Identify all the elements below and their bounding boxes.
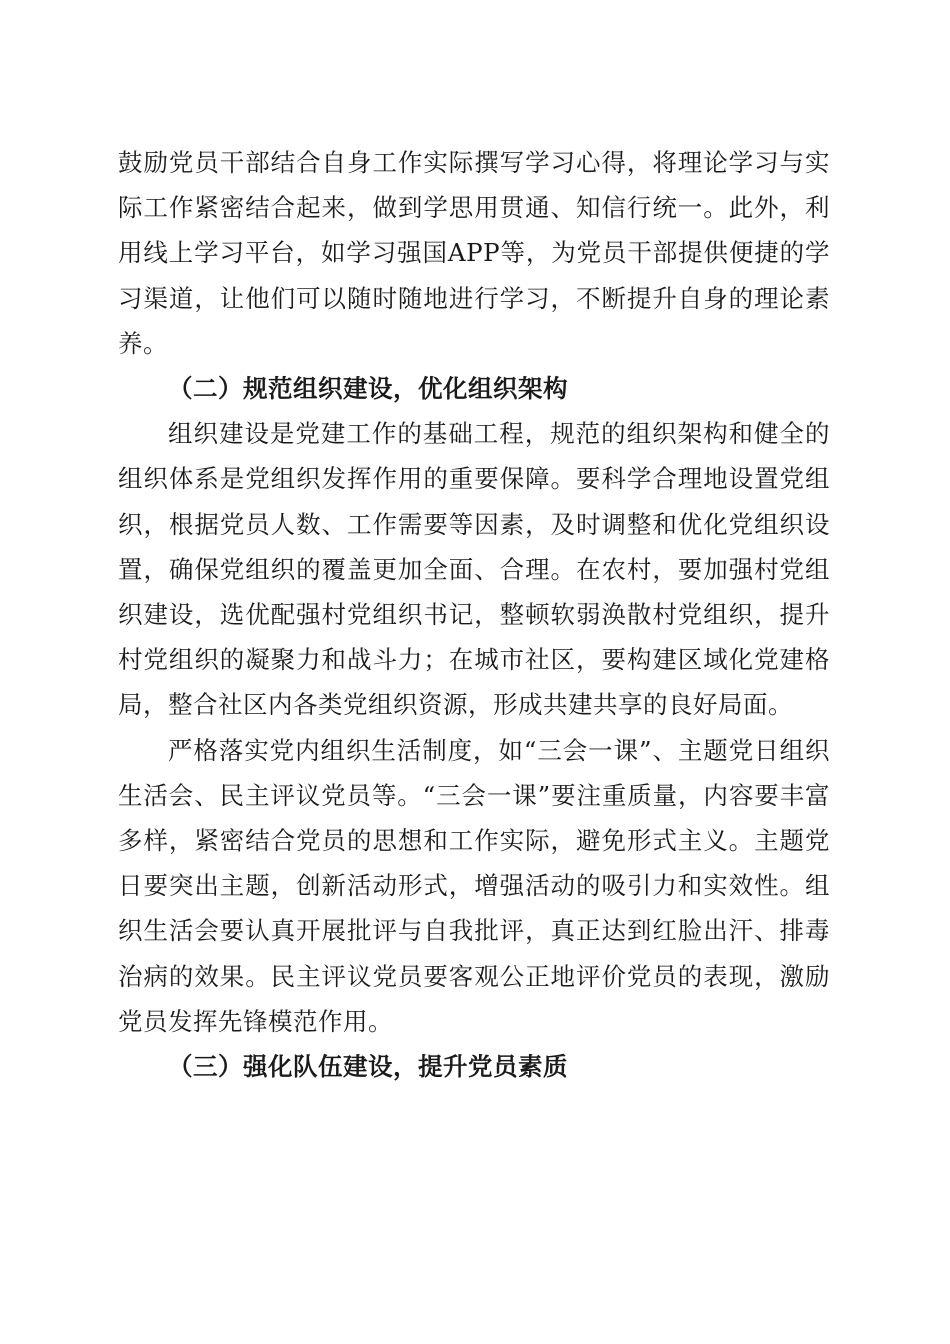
section-heading-2: （二）规范组织建设，优化组织架构: [168, 374, 568, 404]
section-heading-3: （三）强化队伍建设，提升党员素质: [168, 1052, 568, 1082]
body-paragraph-1: 鼓励党员干部结合自身工作实际撰写学习心得，将理论学习与实际工作紧密结合起来，做到学思用贯通、知信行统一。此外，利用线上学习平台，如学习强国APP等，为党员干部提供便捷的学习渠道，让他们可以随时随地进行学习，不断提升自身的理论素养。: [118, 148, 830, 358]
body-paragraph-2: 组织建设是党建工作的基础工程，规范的组织架构和健全的组织体系是党组织发挥作用的重要保障。要科学合理地设置党组织，根据党员人数、工作需要等因素，及时调整和优化党组织设置，确保党组织的覆盖更加全面、合理。在农村，要加强村党组织建设，选优配强村党组织书记，整顿软弱涣散村党组织，提升村党组织的凝聚力和战斗力；在城市社区，要构建区域化党建格局，整合社区内各类党组织资源，形成共建共享的良好局面。: [118, 419, 830, 720]
document-body: [118, 140, 830, 1089]
body-paragraph-3: 严格落实党内组织生活制度，如“三会一课”、主题党日组织生活会、民主评议党员等。“三会一课”要注重质量，内容要丰富多样，紧密结合党员的思想和工作实际，避免形式主义。主题党日要突出主题，创新活动形式，增强活动的吸引力和实效性。组织生活会要认真开展批评与自我批评，真正达到红脸出汗、排毒治病的效果。民主评议党员要客观公正地评价党员的表现，激励党员发挥先锋模范作用。: [118, 735, 830, 1036]
